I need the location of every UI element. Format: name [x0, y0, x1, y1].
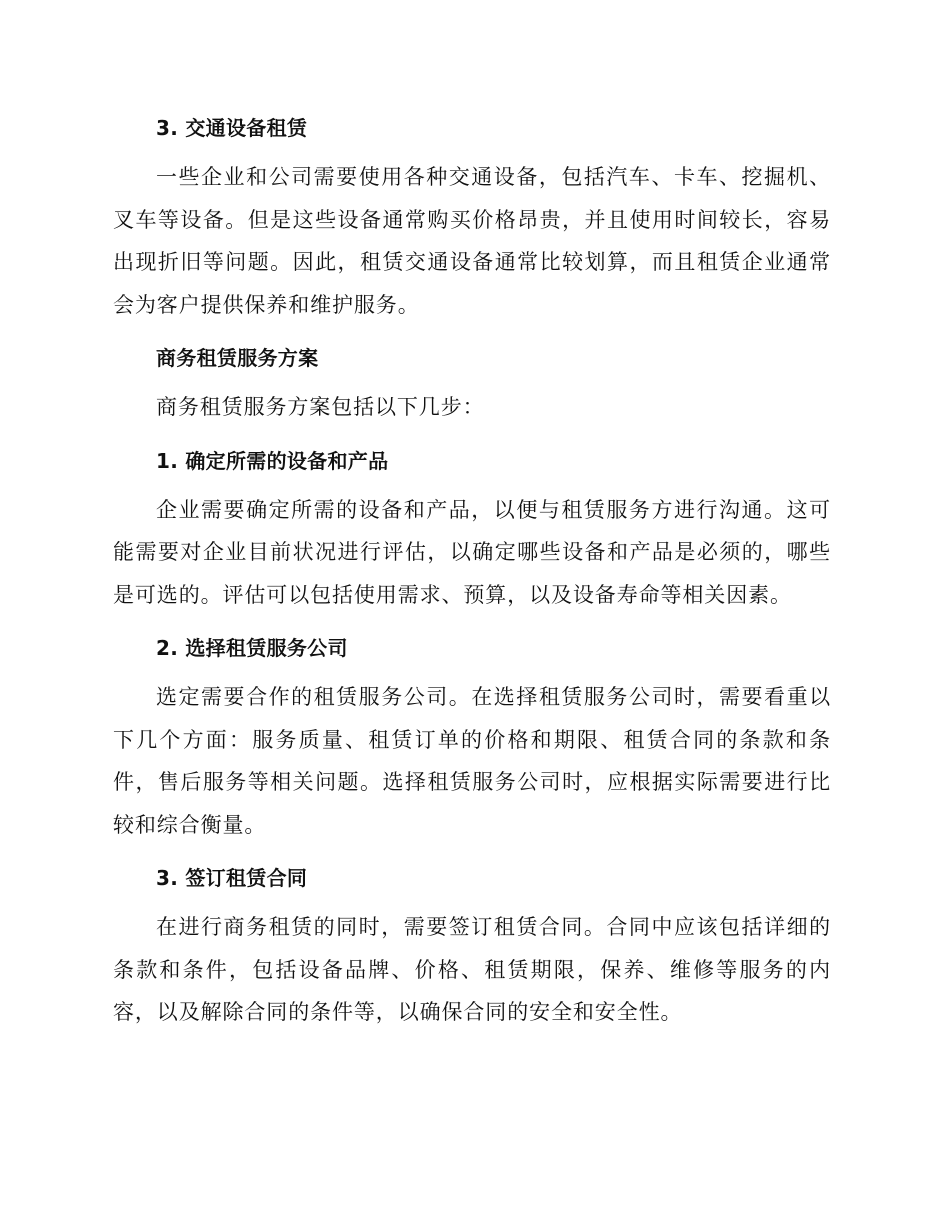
- paragraph-sign-lease-contract: 在进行商务租赁的同时，需要签订租赁合同。合同中应该包括详细的条款和条件，包括设备品牌、价格、租赁期限，保养、维修等服务的内容，以及解除合同的条件等，以确保合同的安全和安全性。: [113, 915, 831, 1024]
- paragraph-plan-intro: 商务租赁服务方案包括以下几步：: [156, 395, 485, 419]
- section-heading-transport-equipment-leasing: 3. 交通设备租赁: [156, 116, 308, 140]
- step-heading-choose-leasing-company: 2. 选择租赁服务公司: [156, 636, 348, 660]
- step-heading-determine-equipment: 1. 确定所需的设备和产品: [156, 448, 389, 473]
- paragraph-determine-equipment: 企业需要确定所需的设备和产品，以便与租赁服务方进行沟通。这可能需要对企业目前状况进行评估，以确定哪些设备和产品是必须的，哪些是可选的。评估可以包括使用需求、预算，以及设备寿命等相关因素。: [113, 497, 831, 607]
- paragraph-choose-leasing-company: 选定需要合作的租赁服务公司。在选择租赁服务公司时，需要看重以下几个方面：服务质量、租赁订单的价格和期限、租赁合同的条款和条件，售后服务等相关问题。选择租赁服务公司时，应根据实际需要进行比较和综合衡量。: [113, 685, 831, 837]
- document-body: [113, 108, 831, 1034]
- section-heading-business-leasing-plan: 商务租赁服务方案: [156, 346, 319, 370]
- paragraph-transport-equipment-leasing: 一些企业和公司需要使用各种交通设备，包括汽车、卡车、挖掘机、叉车等设备。但是这些设备通常购买价格昂贵，并且使用时间较长，容易出现折旧等问题。因此，租赁交通设备通常比较划算，而且租赁企业通常会为客户提供保养和维护服务。: [113, 165, 831, 317]
- step-heading-sign-lease-contract: 3. 签订租赁合同: [156, 866, 308, 890]
